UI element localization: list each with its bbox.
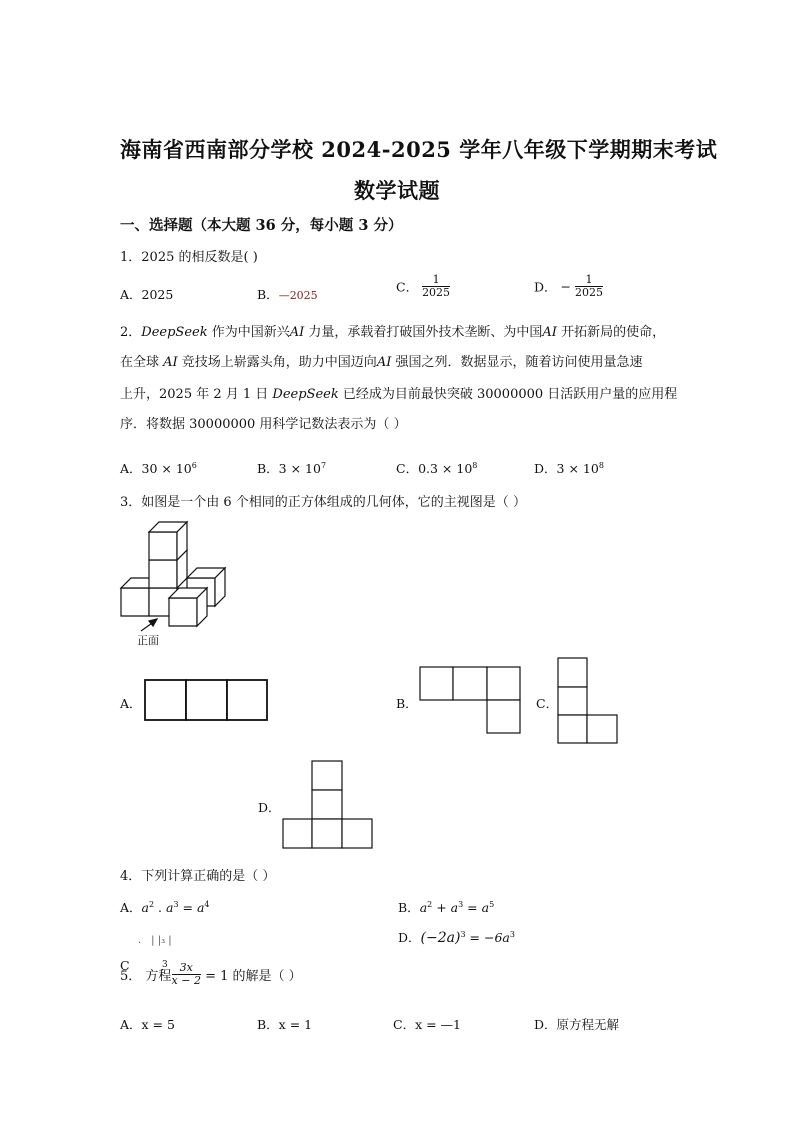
q4-b-op: = (463, 900, 482, 915)
q4-d-exp: 3 (509, 929, 515, 939)
view-square (558, 658, 587, 687)
view-square (312, 790, 342, 819)
view-square (312, 819, 342, 848)
cube-face (149, 560, 177, 588)
q1-option-c-label: C． (396, 279, 419, 295)
q2-b-exponent: 7 (320, 460, 327, 470)
q2-term-deepseek: DeepSeek (272, 387, 339, 402)
q2-text: 开拓新局的使命， (556, 325, 666, 340)
view-square (312, 761, 342, 790)
q4-a-var: a (196, 900, 205, 915)
q4-b-exp: 5 (489, 899, 495, 909)
view-square (487, 700, 520, 733)
view-square (283, 819, 312, 848)
q1-option-b-value: —2025 (278, 289, 318, 302)
q2-term-ai: AI (542, 325, 557, 340)
q5-option-d: D．原方程无解 (534, 1017, 620, 1032)
q1-stem: 1．2025 的相反数是( ) (120, 250, 258, 265)
q2-b-base: B．3 × 10 (257, 461, 321, 476)
title-line-2: 数学试题 (354, 178, 440, 203)
q2-option-b (257, 459, 326, 477)
q4-a-op: = (178, 900, 197, 915)
q1-option-c-fraction (422, 274, 450, 299)
q5-numerator-text: 3x (179, 961, 193, 974)
q1-option-d-label: D． (534, 279, 557, 295)
q5-option-c: C．x = —1 (393, 1017, 461, 1032)
q4-d-exp: 3 (460, 929, 466, 939)
q1-d-denominator: 2025 (574, 286, 603, 300)
q3-option-b-figure (419, 666, 523, 738)
q3-option-d-label: D． (258, 800, 281, 815)
q1-option-d-fraction (575, 274, 603, 299)
q5-text: = 1 的解是（ ） (205, 969, 302, 985)
q2-text: 力量，承载着打破国外技术垄断、为中国 (304, 325, 543, 340)
q4-option-d (398, 928, 515, 946)
q4-a-op: . (154, 900, 166, 915)
q2-d-base: D．3 × 10 (534, 461, 599, 476)
cube-face (121, 588, 149, 616)
q2-a-base: A．30 × 10 (120, 461, 192, 476)
q4-d-label: D． (398, 930, 421, 945)
q1-option-b-label: B． (257, 287, 279, 302)
q5-text: 5． 方程 (120, 969, 172, 985)
q5-small-fragment: 3 (162, 960, 168, 970)
q4-d-rhs: = −6a (465, 930, 510, 945)
q3-option-c-label: C． (536, 696, 559, 711)
q3-option-d-figure (282, 760, 376, 852)
q4-b-var: a (419, 900, 428, 915)
q3-solid-figure (118, 518, 228, 648)
q4-a-label: A． (120, 900, 142, 915)
q1-option-d-sign: − (560, 279, 571, 295)
q3-option-b-label: B． (396, 696, 418, 711)
q2-a-exponent: 6 (191, 460, 197, 470)
q4-a-var: a (166, 900, 174, 915)
q3-option-a-figure (144, 679, 269, 721)
q3-option-c-figure (557, 657, 621, 747)
q2-term-ai: AI (376, 355, 392, 370)
q1-option-a: A．2025 (120, 287, 174, 302)
q4-option-c-label: C (120, 958, 130, 973)
q3-front-label: 正面 (137, 634, 159, 647)
q4-a-var: a (141, 900, 149, 915)
q5-fraction (172, 962, 201, 987)
view-square (420, 667, 453, 700)
q2-text: 上升，2025 年 2 月 1 日 (120, 387, 273, 402)
q1-c-denominator: 2025 (422, 286, 451, 300)
q1-option-c (396, 274, 450, 299)
q4-stem: 4．下列计算正确的是（ ） (120, 869, 276, 884)
q4-b-op: + (432, 900, 451, 915)
q4-b-var: a (481, 900, 490, 915)
q3-option-a-label: A． (120, 696, 142, 711)
q2-c-base: C．0.3 × 10 (396, 461, 473, 476)
cube-face (169, 598, 197, 626)
view-square (145, 680, 186, 720)
q2-term-ai: AI (163, 355, 178, 370)
q2-term-deepseek: DeepSeek (141, 325, 208, 340)
q2-text: 已经成为目前最快突破 30000000 日活跃用户量的应用程 (338, 387, 678, 402)
q2-c-exponent: 8 (472, 460, 478, 470)
q4-b-exp: 2 (427, 899, 433, 909)
q2-text: 竞技场上崭露头角，助力中国迈向 (177, 355, 377, 370)
section-heading: 一、选择题（本大题 36 分，每小题 3 分） (120, 217, 403, 234)
q2-option-c (396, 459, 477, 477)
view-square (587, 715, 617, 743)
q2-term-ai: AI (289, 325, 305, 340)
q1-d-numerator: 1 (575, 274, 603, 287)
q2-option-a (120, 459, 197, 477)
view-square (227, 680, 267, 720)
view-square (186, 680, 227, 720)
q2-text: 2． (120, 325, 142, 340)
q2-line-3 (120, 383, 677, 402)
view-square (453, 667, 487, 700)
q2-text: 作为中国新兴 (207, 325, 290, 340)
q3-stem: 3．如图是一个由 6 个相同的正方体组成的几何体，它的主视图是（ ） (120, 495, 526, 510)
q5-option-a: A．x = 5 (120, 1017, 175, 1032)
q2-text: 在全球 (120, 355, 164, 370)
q4-a-exp: 3 (173, 899, 179, 909)
q5-option-b: B．x = 1 (257, 1017, 313, 1032)
q4-option-c-fragment: ． | |₃ | (138, 935, 172, 946)
q2-d-exponent: 8 (598, 460, 604, 470)
q4-b-var: a (450, 900, 459, 915)
q4-b-label: B． (398, 900, 420, 915)
q1-c-numerator: 1 (422, 274, 450, 287)
q2-line-2 (120, 351, 642, 370)
cube-face (149, 532, 177, 560)
title-line-1: 海南省西南部分学校 2024-2025 学年八年级下学期期末考试 (120, 137, 718, 162)
view-square (487, 667, 520, 700)
view-square (558, 687, 587, 715)
q4-d-expr: (−2a) (420, 930, 461, 946)
q4-a-exp: 4 (204, 899, 210, 909)
q4-b-exp: 3 (458, 899, 464, 909)
q2-text: 强国之列．数据显示，随着访问使用量急速 (391, 355, 643, 370)
q4-a-exp: 2 (148, 899, 155, 909)
q5-stem (120, 962, 302, 987)
view-square (342, 819, 372, 848)
view-square (558, 715, 587, 743)
q4-option-b (398, 898, 494, 916)
q1-option-d (534, 274, 603, 299)
q1-option-b (257, 285, 318, 303)
q2-option-d (534, 459, 604, 477)
q4-option-a (120, 898, 210, 916)
q2-line-1 (120, 321, 665, 340)
q5-denominator: x − 2 (171, 974, 201, 988)
q2-line-4: 序．将数据 30000000 用科学记数法表示为（ ） (120, 417, 407, 432)
